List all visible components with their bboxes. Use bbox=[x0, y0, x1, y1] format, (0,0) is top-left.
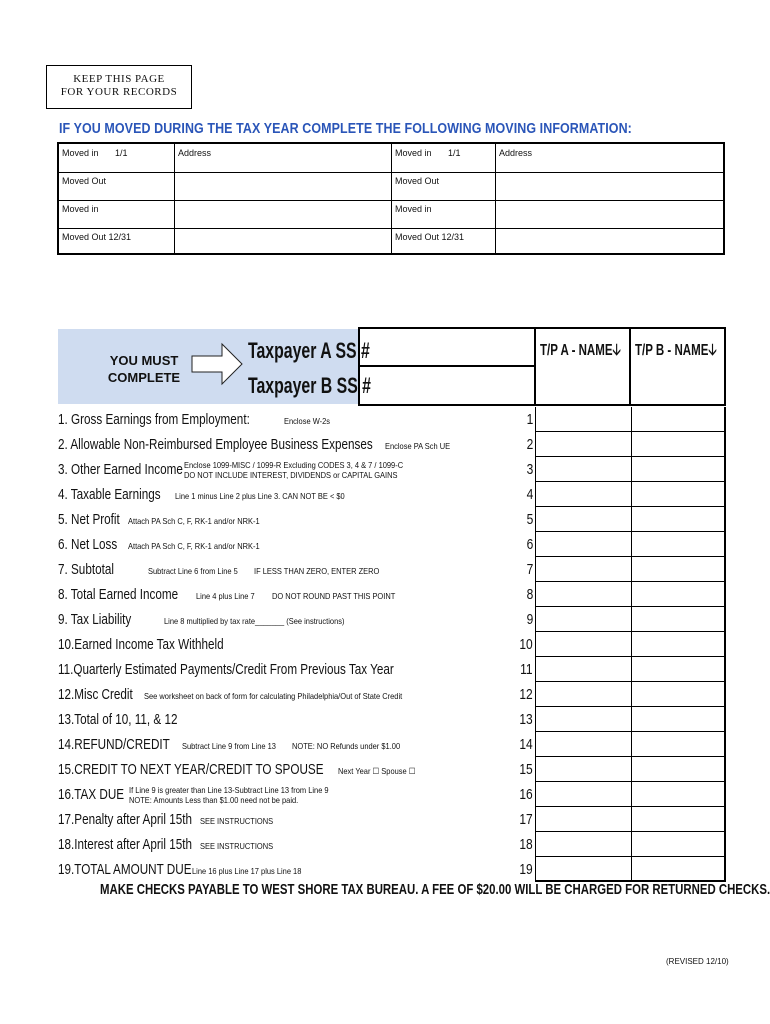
line-15-amount-fields[interactable] bbox=[535, 757, 726, 782]
line-number: 5 bbox=[526, 511, 533, 528]
moving-row-1 bbox=[59, 144, 723, 173]
line-label: 15.CREDIT TO NEXT YEAR/CREDIT TO SPOUSE bbox=[58, 761, 324, 778]
line-2-amount-fields[interactable] bbox=[535, 432, 726, 457]
right-moved-in-2-label: Moved in bbox=[395, 204, 432, 214]
line-note: Attach PA Sch C, F, RK-1 and/or NRK-1 bbox=[128, 541, 260, 551]
line-18 bbox=[58, 832, 726, 857]
moving-row-2 bbox=[59, 172, 723, 201]
line-10 bbox=[58, 632, 726, 657]
line-number: 3 bbox=[526, 461, 533, 478]
line-6 bbox=[58, 532, 726, 557]
right-moved-in-date: 1/1 bbox=[448, 148, 461, 158]
line-number: 12 bbox=[519, 686, 533, 703]
line-16 bbox=[58, 782, 726, 807]
line-number: 2 bbox=[526, 436, 533, 453]
line-number: 6 bbox=[526, 536, 533, 553]
line-label: 4. Taxable Earnings bbox=[58, 486, 161, 503]
line-13-amount-fields[interactable] bbox=[535, 707, 726, 732]
keep-line-2: FOR YOUR RECORDS bbox=[60, 86, 178, 98]
right-address-label: Address bbox=[499, 148, 533, 158]
left-moved-out-2-label: Moved Out 12/31 bbox=[62, 232, 132, 242]
line-label: 13.Total of 10, 11, & 12 bbox=[58, 711, 178, 728]
left-moved-in-2-label: Moved in bbox=[62, 204, 99, 214]
line-note: Line 4 plus Line 7 bbox=[196, 591, 255, 601]
right-address-field-4[interactable] bbox=[496, 228, 725, 255]
line-9-amount-fields[interactable] bbox=[535, 607, 726, 632]
line-note-2: DO NOT INCLUDE INTEREST, DIVIDENDS or CAPITAL GAINS bbox=[184, 470, 398, 480]
line-10-amount-fields[interactable] bbox=[535, 632, 726, 657]
line-note: SEE INSTRUCTIONS bbox=[200, 816, 274, 826]
line-note: Subtract Line 6 from Line 5 bbox=[148, 566, 238, 576]
line-label: 2. Allowable Non-Reimbursed Employee Business Expenses bbox=[58, 436, 373, 453]
taxpayer-b-ss-field[interactable] bbox=[360, 367, 534, 404]
line-3-amount-fields[interactable] bbox=[535, 457, 726, 482]
line-4-amount-fields[interactable] bbox=[535, 482, 726, 507]
line-note: Enclose W-2s bbox=[284, 416, 331, 426]
right-address-cell[interactable] bbox=[496, 144, 725, 172]
left-address-label: Address bbox=[178, 148, 212, 158]
line-18-amount-fields[interactable] bbox=[535, 832, 726, 857]
line-note-2: NOTE: NO Refunds under $1.00 bbox=[292, 741, 401, 751]
line-label: 12.Misc Credit bbox=[58, 686, 133, 703]
line-11 bbox=[58, 657, 726, 682]
line-label: 19.TOTAL AMOUNT DUE bbox=[58, 861, 192, 878]
right-moved-in-cell[interactable] bbox=[392, 144, 495, 172]
line-1 bbox=[58, 407, 726, 432]
line-number: 19 bbox=[519, 861, 533, 878]
left-moved-out-label: Moved Out bbox=[62, 176, 107, 186]
line-label: 1. Gross Earnings from Employment: bbox=[58, 411, 250, 428]
line-number: 13 bbox=[519, 711, 533, 728]
line-label: 8. Total Earned Income bbox=[58, 586, 179, 603]
taxpayer-b-ss-label: Taxpayer B SS # bbox=[248, 373, 371, 398]
line-label: 11.Quarterly Estimated Payments/Credit From Previous Tax Year bbox=[58, 661, 394, 678]
line-4 bbox=[58, 482, 726, 507]
line-16-amount-fields[interactable] bbox=[535, 782, 726, 807]
revision-date: (REVISED 12/10) bbox=[666, 957, 729, 966]
line-label: 14.REFUND/CREDIT bbox=[58, 736, 170, 753]
tp-b-name-text: T/P B - NAME bbox=[635, 342, 709, 359]
right-moved-out-2-cell[interactable] bbox=[392, 228, 495, 255]
line-7-amount-fields[interactable] bbox=[535, 557, 726, 582]
line-number: 10 bbox=[519, 636, 533, 653]
you-must-complete-label bbox=[84, 352, 204, 386]
line-5 bbox=[58, 507, 726, 532]
line-11-amount-fields[interactable] bbox=[535, 657, 726, 682]
line-label: 5. Net Profit bbox=[58, 511, 120, 528]
complete-text: COMPLETE bbox=[107, 370, 181, 385]
left-moved-out-2-cell[interactable] bbox=[59, 228, 174, 255]
line-3 bbox=[58, 457, 726, 482]
line-note: See worksheet on back of form for calculating Philadelphia/Out of State Credit bbox=[144, 691, 403, 701]
line-label: 18.Interest after April 15th bbox=[58, 836, 192, 853]
line-number: 14 bbox=[519, 736, 533, 753]
line-note: Line 1 minus Line 2 plus Line 3. CAN NOT BE < $0 bbox=[175, 491, 345, 501]
line-8 bbox=[58, 582, 726, 607]
line-17-amount-fields[interactable] bbox=[535, 807, 726, 832]
line-12 bbox=[58, 682, 726, 707]
line-14 bbox=[58, 732, 726, 757]
line-15 bbox=[58, 757, 726, 782]
line-number: 4 bbox=[526, 486, 533, 503]
line-note-2: IF LESS THAN ZERO, ENTER ZERO bbox=[254, 566, 380, 576]
down-arrow-icon: 🡣 bbox=[708, 342, 717, 359]
line-note: SEE INSTRUCTIONS bbox=[200, 841, 274, 851]
moving-info-title: IF YOU MOVED DURING THE TAX YEAR COMPLETE THE FOLLOWING MOVING INFORMATION: bbox=[59, 121, 632, 137]
tp-b-name-field[interactable] bbox=[631, 329, 726, 404]
tp-a-name-heading bbox=[540, 339, 621, 366]
you-must-text: YOU MUST bbox=[109, 353, 179, 368]
line-13 bbox=[58, 707, 726, 732]
line-2 bbox=[58, 432, 726, 457]
line-note-2: DO NOT ROUND PAST THIS POINT bbox=[272, 591, 396, 601]
line-note: If Line 9 is greater than Line 13-Subtract Line 13 from Line 9 bbox=[129, 785, 329, 795]
line-number: 9 bbox=[526, 611, 533, 628]
line-note: Enclose 1099-MISC / 1099-R Excluding CODES 3, 4 & 7 / 1099-C bbox=[184, 460, 404, 470]
right-moved-out-cell[interactable] bbox=[392, 172, 495, 200]
credit-checkboxes[interactable]: Next Year ☐ Spouse ☐ bbox=[338, 766, 416, 776]
line-19 bbox=[58, 857, 726, 882]
left-moved-in-date: 1/1 bbox=[115, 148, 128, 158]
line-label: 6. Net Loss bbox=[58, 536, 118, 553]
checks-payable-notice: MAKE CHECKS PAYABLE TO WEST SHORE TAX BUREAU. A FEE OF $20.00 WILL BE CHARGED FOR RETURNED CHECKS. bbox=[100, 881, 770, 898]
line-17 bbox=[58, 807, 726, 832]
line-number: 17 bbox=[519, 811, 533, 828]
line-number: 1 bbox=[526, 411, 533, 428]
keep-line-1: KEEP THIS PAGE bbox=[73, 73, 165, 85]
tp-a-name-text: T/P A - NAME bbox=[540, 342, 613, 359]
right-arrow-icon bbox=[190, 341, 244, 387]
taxpayer-a-ss-label: Taxpayer A SS # bbox=[248, 338, 370, 363]
line-19-amount-fields[interactable] bbox=[535, 857, 726, 882]
line-1-amount-fields[interactable] bbox=[535, 407, 726, 432]
right-moved-in-2-cell[interactable] bbox=[392, 200, 495, 228]
left-moved-in-2-cell[interactable] bbox=[59, 200, 174, 228]
line-note-2: NOTE: Amounts Less than $1.00 need not be paid. bbox=[129, 795, 299, 805]
keep-records-box bbox=[46, 65, 192, 109]
right-moved-out-label: Moved Out bbox=[395, 176, 440, 186]
line-number: 11 bbox=[520, 661, 533, 678]
line-note: Enclose PA Sch UE bbox=[385, 441, 451, 451]
line-number: 18 bbox=[519, 836, 533, 853]
tp-a-name-field[interactable] bbox=[536, 329, 631, 404]
line-7 bbox=[58, 557, 726, 582]
left-moved-in-label: Moved in bbox=[62, 148, 99, 158]
moving-row-4 bbox=[59, 228, 723, 255]
line-label: 9. Tax Liability bbox=[58, 611, 132, 628]
line-8-amount-fields[interactable] bbox=[535, 582, 726, 607]
line-note: Line 16 plus Line 17 plus Line 18 bbox=[192, 866, 302, 876]
line-12-amount-fields[interactable] bbox=[535, 682, 726, 707]
left-moved-out-cell[interactable] bbox=[59, 172, 174, 200]
line-number: 15 bbox=[519, 761, 533, 778]
line-label: 10.Earned Income Tax Withheld bbox=[58, 636, 224, 653]
line-label: 17.Penalty after April 15th bbox=[58, 811, 192, 828]
right-moved-in-label: Moved in bbox=[395, 148, 432, 158]
moving-info-table bbox=[57, 142, 725, 255]
left-moved-in-cell[interactable] bbox=[59, 144, 174, 172]
down-arrow-icon: 🡣 bbox=[612, 342, 621, 359]
line-number: 16 bbox=[519, 786, 533, 803]
right-address-field-2[interactable] bbox=[496, 172, 725, 200]
line-note: Attach PA Sch C, F, RK-1 and/or NRK-1 bbox=[128, 516, 260, 526]
line-label: 3. Other Earned Income bbox=[58, 461, 183, 478]
line-6-amount-fields[interactable] bbox=[535, 532, 726, 557]
right-address-field-3[interactable] bbox=[496, 200, 725, 228]
right-moved-out-2-label: Moved Out 12/31 bbox=[395, 232, 465, 242]
left-address-field-3[interactable] bbox=[175, 200, 391, 228]
line-5-amount-fields[interactable] bbox=[535, 507, 726, 532]
line-14-amount-fields[interactable] bbox=[535, 732, 726, 757]
taxpayer-a-ss-field[interactable] bbox=[360, 329, 534, 367]
left-address-field-4[interactable] bbox=[175, 228, 391, 255]
line-label: 7. Subtotal bbox=[58, 561, 114, 578]
left-address-cell[interactable] bbox=[175, 144, 391, 172]
tp-b-name-heading bbox=[635, 339, 717, 366]
line-number: 8 bbox=[526, 586, 533, 603]
line-note: Subtract Line 9 from Line 13 bbox=[182, 741, 276, 751]
line-9 bbox=[58, 607, 726, 632]
ss-name-grid bbox=[358, 327, 726, 406]
line-label: 16.TAX DUE bbox=[58, 786, 125, 803]
line-number: 7 bbox=[526, 561, 533, 578]
moving-row-3 bbox=[59, 200, 723, 229]
line-note: Line 8 multiplied by tax rate_______ (See instructions) bbox=[164, 616, 345, 626]
left-address-field-2[interactable] bbox=[175, 172, 391, 200]
